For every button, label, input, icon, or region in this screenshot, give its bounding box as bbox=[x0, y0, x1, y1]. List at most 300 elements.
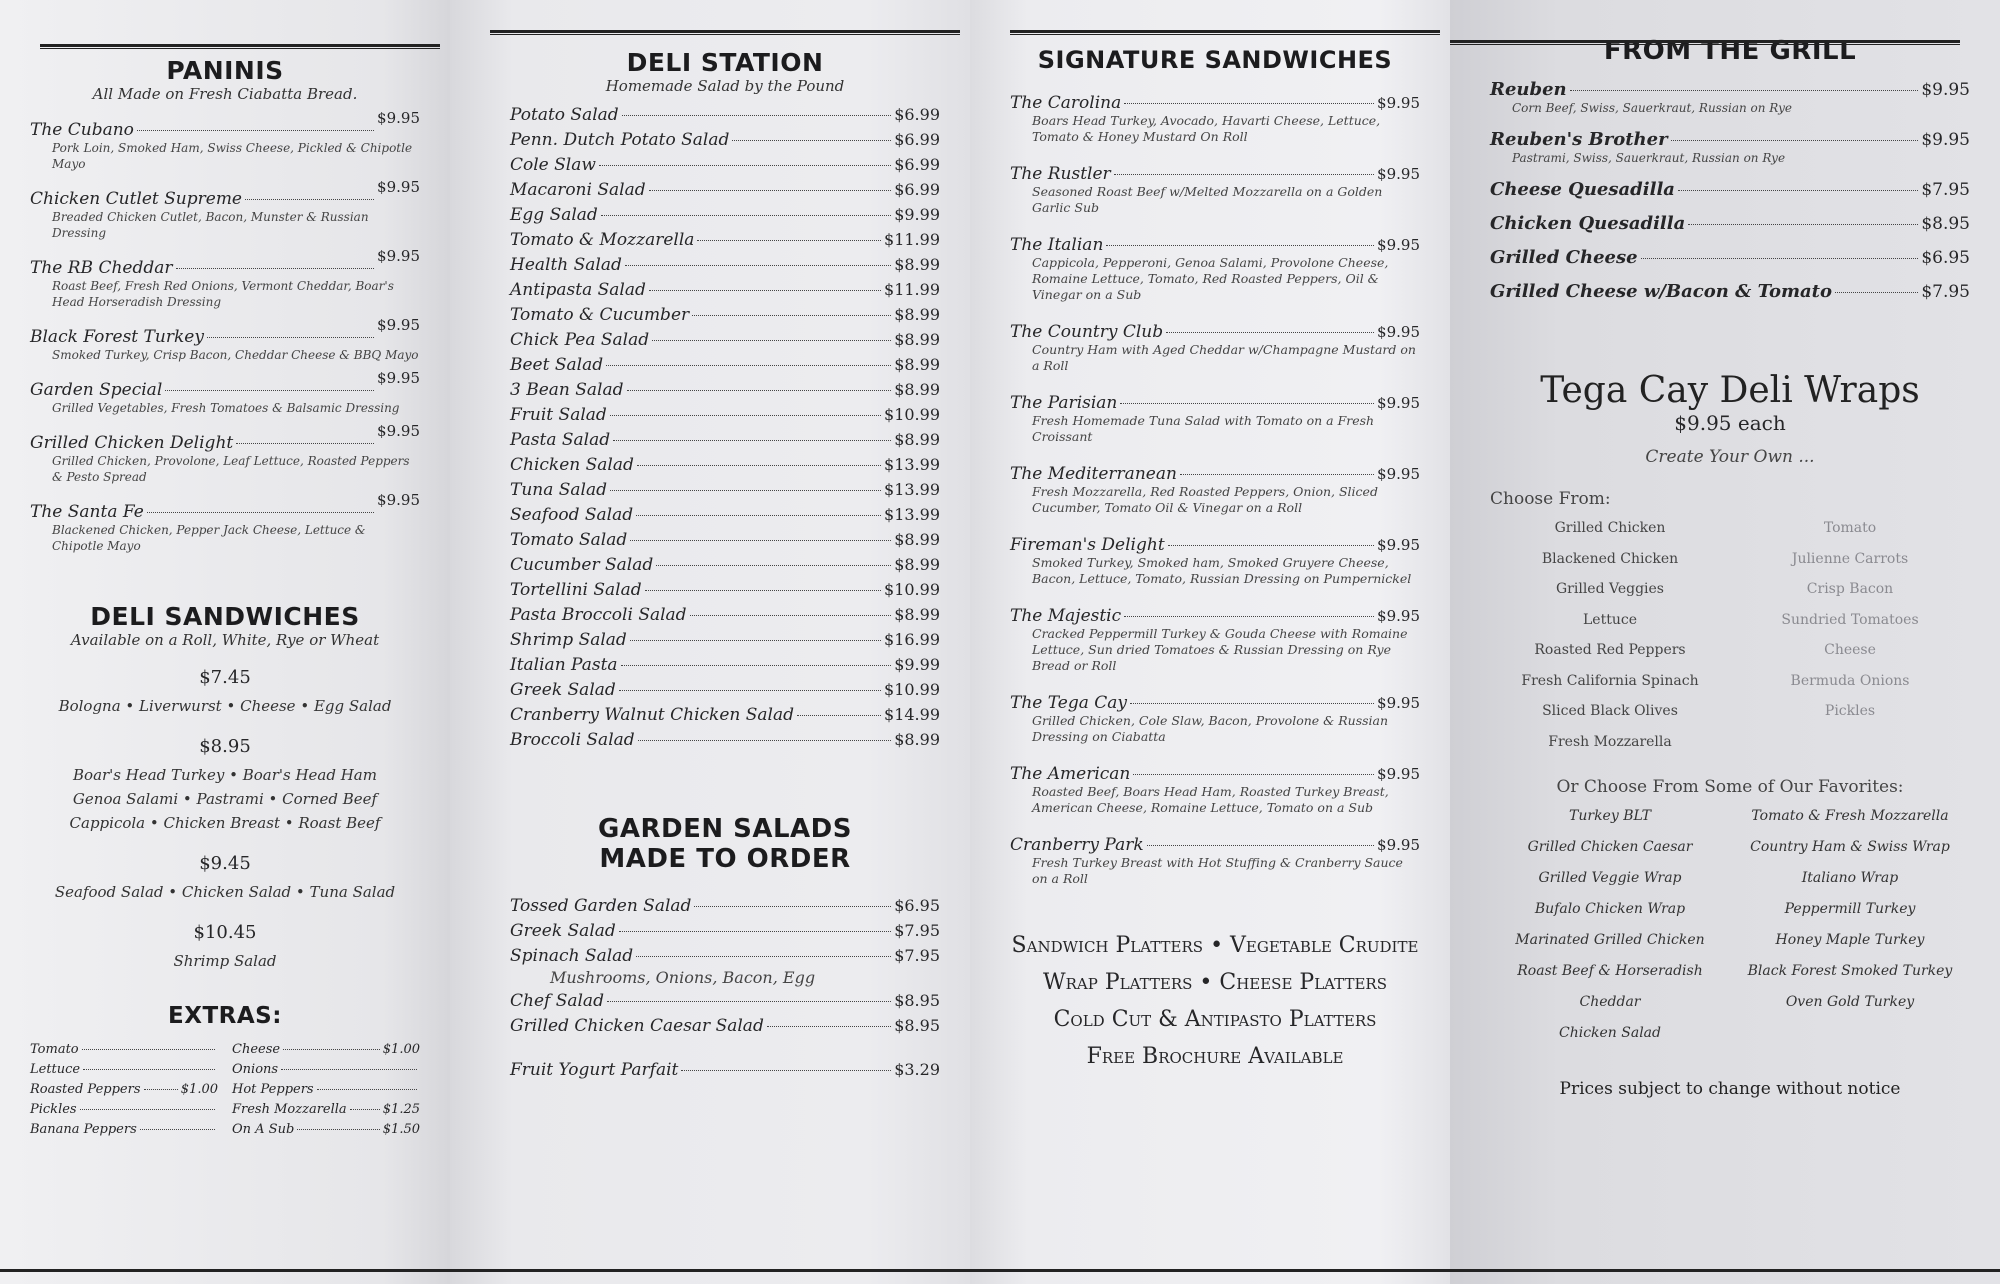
item-name: Egg Salad bbox=[510, 205, 598, 225]
item-description: Fresh Mozzarella, Red Roasted Peppers, Onion, Sliced Cucumber, Tomato Oil & Vinegar on a Roll bbox=[1032, 484, 1378, 515]
item-name: Tomato & Cucumber bbox=[510, 305, 690, 325]
item-row bbox=[30, 369, 420, 400]
menu-item bbox=[1010, 235, 1420, 303]
menu-item bbox=[30, 422, 420, 485]
item-row bbox=[510, 155, 940, 175]
menu-item bbox=[510, 280, 940, 300]
group-price: $10.45 bbox=[193, 922, 257, 943]
leader-dots bbox=[82, 1049, 215, 1050]
wrap-option: Lettuce bbox=[1583, 611, 1637, 628]
item-name: Grilled Chicken Caesar Salad bbox=[510, 1016, 764, 1036]
leader-dots bbox=[649, 290, 881, 291]
item-row bbox=[510, 205, 940, 225]
extras-item bbox=[232, 1082, 420, 1097]
item-price: $9.95 bbox=[377, 369, 420, 387]
item-description: Pork Loin, Smoked Ham, Swiss Cheese, Pickled & Chipotle Mayo bbox=[52, 141, 413, 171]
bottom-rule bbox=[1450, 1269, 2000, 1272]
leader-dots bbox=[645, 590, 881, 591]
panel-signature bbox=[970, 0, 1450, 1284]
leader-dots bbox=[690, 615, 892, 616]
leader-dots bbox=[1147, 845, 1374, 846]
item-description: Pastrami, Swiss, Sauerkraut, Russian on Rye bbox=[1512, 151, 1786, 165]
bottom-rule bbox=[0, 1269, 450, 1272]
leader-dots bbox=[1124, 103, 1374, 104]
deli-sandwiches-title: DELI SANDWICHES bbox=[90, 602, 360, 631]
menu-item bbox=[510, 405, 940, 425]
platters-list bbox=[1010, 927, 1420, 1075]
menu-item bbox=[1490, 179, 1970, 200]
menu-item-parfait bbox=[510, 1060, 940, 1080]
wrap-option: Country Ham & Swiss Wrap bbox=[1750, 839, 1950, 855]
item-description: Fresh Turkey Breast with Hot Stuffing & Cranberry Sauce on a Roll bbox=[1032, 855, 1403, 886]
item-price: $8.99 bbox=[894, 330, 940, 349]
wrap-option: Peppermill Turkey bbox=[1784, 901, 1916, 917]
item-name: The Country Club bbox=[1010, 322, 1164, 342]
leader-dots bbox=[1180, 474, 1374, 475]
item-row bbox=[510, 530, 940, 550]
item-row bbox=[1010, 164, 1420, 184]
item-row bbox=[1490, 179, 1970, 200]
item-row bbox=[30, 247, 420, 278]
wraps-favorites-label: Or Choose From Some of Our Favorites: bbox=[1556, 777, 1904, 797]
item-name: Fruit Yogurt Parfait bbox=[510, 1060, 679, 1080]
item-name: Spinach Salad bbox=[510, 946, 634, 966]
item-name: Black Forest Turkey bbox=[30, 327, 204, 347]
extras-item bbox=[30, 1062, 218, 1077]
paninis-header bbox=[30, 56, 420, 103]
menu-item bbox=[510, 455, 940, 475]
leader-dots bbox=[1671, 140, 1919, 141]
item-price: $9.95 bbox=[1377, 694, 1420, 712]
extras-right-column bbox=[232, 1037, 420, 1137]
menu-item bbox=[510, 655, 940, 675]
item-row bbox=[510, 946, 940, 966]
deli-station-title: DELI STATION bbox=[626, 48, 824, 77]
menu-item bbox=[510, 155, 940, 175]
item-price: $8.95 bbox=[894, 1016, 940, 1035]
paninis-subtitle: All Made on Fresh Ciabatta Bread. bbox=[92, 85, 358, 103]
deli-station-subtitle: Homemade Salad by the Pound bbox=[605, 77, 845, 95]
item-price: $8.99 bbox=[894, 255, 940, 274]
item-price: $8.99 bbox=[894, 430, 940, 449]
item-price: $9.95 bbox=[377, 247, 420, 265]
item-price: $8.99 bbox=[894, 380, 940, 399]
menu-item bbox=[30, 178, 420, 241]
item-name: Chicken Quesadilla bbox=[1490, 213, 1686, 234]
item-price: $9.95 bbox=[1377, 165, 1420, 183]
leader-dots bbox=[610, 415, 881, 416]
extras-name: Fresh Mozzarella bbox=[232, 1102, 347, 1117]
wrap-option: Bermuda Onions bbox=[1790, 672, 1910, 689]
wrap-option: Tomato & Fresh Mozzarella bbox=[1751, 808, 1949, 824]
wrap-option: Roasted Red Peppers bbox=[1534, 642, 1686, 658]
top-rule bbox=[1010, 30, 1440, 35]
item-name: Cranberry Park bbox=[1010, 835, 1144, 855]
signature-list bbox=[1010, 93, 1420, 887]
leader-dots bbox=[1120, 403, 1374, 404]
item-row bbox=[1490, 79, 1970, 100]
item-name: Garden Special bbox=[30, 380, 163, 400]
deli-price-group bbox=[30, 922, 420, 973]
item-description: Seasoned Roast Beef w/Melted Mozzarella on a Golden Garlic Sub bbox=[1032, 184, 1383, 215]
item-name: Cheese Quesadilla bbox=[1490, 179, 1675, 200]
menu-item bbox=[510, 305, 940, 325]
panel-deli-station bbox=[450, 0, 970, 1284]
item-price: $9.95 bbox=[1377, 836, 1420, 854]
item-name: Shrimp Salad bbox=[510, 630, 627, 650]
menu-item bbox=[510, 480, 940, 500]
menu-item bbox=[510, 430, 940, 450]
item-row bbox=[510, 255, 940, 275]
extras-left-column bbox=[30, 1037, 218, 1137]
leader-dots bbox=[607, 1001, 891, 1002]
item-price: $9.95 bbox=[1377, 394, 1420, 412]
menu-item bbox=[510, 230, 940, 250]
item-price: $9.95 bbox=[377, 178, 420, 196]
wrap-option: Crisp Bacon bbox=[1806, 581, 1894, 597]
leader-dots bbox=[176, 268, 375, 269]
wrap-option: Italiano Wrap bbox=[1801, 870, 1899, 886]
item-name: The Tega Cay bbox=[1010, 693, 1127, 713]
top-rule bbox=[40, 44, 440, 49]
leader-dots bbox=[656, 565, 891, 566]
menu-item bbox=[510, 205, 940, 225]
extras-item bbox=[30, 1082, 218, 1097]
wrap-option: Pickles bbox=[1824, 703, 1876, 719]
leader-dots bbox=[1106, 245, 1374, 246]
item-name: Grilled Chicken Delight bbox=[30, 433, 234, 453]
garden-salads-list bbox=[510, 896, 940, 1036]
leader-dots bbox=[636, 956, 891, 957]
menu-item bbox=[510, 991, 940, 1011]
menu-item bbox=[510, 130, 940, 150]
item-price: $3.29 bbox=[894, 1060, 940, 1079]
item-description: Grilled Chicken, Provolone, Leaf Lettuce, Roasted Peppers & Pesto Spread bbox=[52, 454, 410, 484]
menu-item bbox=[510, 705, 940, 725]
item-price: $8.99 bbox=[894, 730, 940, 749]
menu-item bbox=[1010, 606, 1420, 674]
item-row bbox=[510, 655, 940, 675]
item-description: Roast Beef, Fresh Red Onions, Vermont Cheddar, Boar's Head Horseradish Dressing bbox=[52, 279, 394, 309]
item-name: Pasta Broccoli Salad bbox=[510, 605, 687, 625]
item-name: Cucumber Salad bbox=[510, 555, 654, 575]
item-price: $10.99 bbox=[884, 580, 940, 599]
menu-item bbox=[1010, 322, 1420, 374]
leader-dots bbox=[692, 315, 891, 316]
wraps-price: $9.95 each bbox=[1674, 411, 1786, 435]
top-rule bbox=[490, 30, 960, 35]
wraps-favorites-right bbox=[1730, 801, 1970, 1049]
item-name: Tomato Salad bbox=[510, 530, 628, 550]
leader-dots bbox=[350, 1109, 380, 1110]
menu-item bbox=[30, 491, 420, 554]
item-row bbox=[510, 896, 940, 916]
leader-dots bbox=[637, 465, 881, 466]
deli-sandwiches-header bbox=[30, 602, 420, 649]
wraps-create: Create Your Own ... bbox=[1645, 447, 1815, 467]
extras-price: $1.25 bbox=[382, 1102, 420, 1117]
item-row bbox=[1010, 93, 1420, 113]
item-price: $6.99 bbox=[894, 105, 940, 124]
leader-dots bbox=[147, 512, 374, 513]
item-name: Tuna Salad bbox=[510, 480, 608, 500]
item-row bbox=[1010, 835, 1420, 855]
leader-dots bbox=[245, 199, 374, 200]
item-price: $9.99 bbox=[894, 205, 940, 224]
leader-dots bbox=[317, 1089, 417, 1090]
item-price: $9.95 bbox=[1377, 465, 1420, 483]
extras-item bbox=[232, 1062, 420, 1077]
item-row bbox=[1010, 322, 1420, 342]
bottom-rule bbox=[970, 1269, 1450, 1272]
leader-dots bbox=[694, 906, 891, 907]
item-row bbox=[1490, 129, 1970, 150]
item-row bbox=[1010, 764, 1420, 784]
wrap-option: Grilled Veggie Wrap bbox=[1538, 870, 1682, 886]
item-name: Chicken Cutlet Supreme bbox=[30, 189, 242, 209]
wrap-option: Grilled Veggies bbox=[1556, 581, 1664, 597]
item-price: $7.95 bbox=[1921, 282, 1970, 302]
item-row bbox=[30, 178, 420, 209]
leader-dots bbox=[697, 240, 881, 241]
item-description: Country Ham with Aged Cheddar w/Champagne Mustard on a Roll bbox=[1032, 342, 1416, 373]
leader-dots bbox=[649, 190, 892, 191]
wrap-option: Julienne Carrots bbox=[1791, 550, 1909, 567]
item-price: $16.99 bbox=[884, 630, 940, 649]
menu-item bbox=[1490, 281, 1970, 302]
item-price: $8.99 bbox=[894, 355, 940, 374]
leader-dots bbox=[622, 115, 892, 116]
leader-dots bbox=[1124, 616, 1374, 617]
item-row bbox=[510, 305, 940, 325]
item-row bbox=[510, 505, 940, 525]
item-row bbox=[510, 705, 940, 725]
menu-item bbox=[1010, 164, 1420, 216]
wrap-option: Fresh Mozzarella bbox=[1548, 733, 1672, 750]
menu-item bbox=[1010, 464, 1420, 516]
item-price: $6.99 bbox=[894, 155, 940, 174]
wrap-option: Black Forest Smoked Turkey bbox=[1747, 963, 1953, 979]
item-description: Smoked Turkey, Crisp Bacon, Cheddar Cheese & BBQ Mayo bbox=[52, 348, 419, 362]
platter-line: Wrap Platters • Cheese Platters bbox=[1043, 970, 1387, 995]
leader-dots bbox=[1133, 774, 1374, 775]
item-row bbox=[1010, 393, 1420, 413]
leader-dots bbox=[165, 390, 374, 391]
extras-item bbox=[232, 1102, 420, 1117]
leader-dots bbox=[83, 1069, 215, 1070]
menu-item bbox=[510, 921, 940, 941]
item-price: $8.99 bbox=[894, 305, 940, 324]
item-row bbox=[510, 480, 940, 500]
group-line: Cappicola • Chicken Breast • Roast Beef bbox=[69, 814, 381, 832]
leader-dots bbox=[613, 440, 891, 441]
item-description: Roasted Beef, Boars Head Ham, Roasted Turkey Breast, American Cheese, Romaine Lettuce, Tomato on a Sub bbox=[1032, 784, 1389, 815]
menu-item bbox=[1490, 129, 1970, 166]
leader-dots bbox=[621, 665, 892, 666]
item-row bbox=[510, 580, 940, 600]
leader-dots bbox=[627, 390, 892, 391]
group-price: $8.95 bbox=[199, 736, 251, 757]
item-price: $13.99 bbox=[884, 480, 940, 499]
leader-dots bbox=[281, 1069, 417, 1070]
leader-dots bbox=[630, 640, 881, 641]
extras-name: On A Sub bbox=[232, 1122, 295, 1137]
item-price: $9.95 bbox=[377, 109, 420, 127]
item-name: Penn. Dutch Potato Salad bbox=[510, 130, 730, 150]
leader-dots bbox=[606, 365, 891, 366]
item-name: The Rustler bbox=[1010, 164, 1111, 184]
leader-dots bbox=[236, 443, 374, 444]
item-row bbox=[1490, 213, 1970, 234]
menu-item bbox=[1010, 764, 1420, 816]
item-description: Cappicola, Pepperoni, Genoa Salami, Provolone Cheese, Romaine Lettuce, Tomato, Red Roasted Peppers, Oil & Vinegar on a Sub bbox=[1032, 255, 1389, 302]
item-name: Cole Slaw bbox=[510, 155, 596, 175]
item-price: $10.99 bbox=[884, 680, 940, 699]
group-line: Genoa Salami • Pastrami • Corned Beef bbox=[72, 790, 378, 808]
item-row bbox=[510, 105, 940, 125]
item-name: The Parisian bbox=[1010, 393, 1118, 413]
platter-line: Cold Cut & Antipasto Platters bbox=[1053, 1007, 1377, 1032]
leader-dots bbox=[283, 1049, 380, 1050]
extras-price: $1.00 bbox=[180, 1082, 218, 1097]
item-name: Reuben bbox=[1490, 79, 1567, 100]
wraps-choose-right bbox=[1730, 513, 1970, 757]
item-price: $8.95 bbox=[1921, 214, 1970, 234]
leader-dots bbox=[636, 515, 881, 516]
item-price: $9.95 bbox=[1377, 765, 1420, 783]
wrap-option: Cheese bbox=[1824, 642, 1876, 658]
extras-item bbox=[30, 1122, 218, 1137]
deli-sandwiches-groups bbox=[30, 667, 420, 973]
item-row bbox=[510, 330, 940, 350]
item-name: Greek Salad bbox=[510, 680, 616, 700]
item-name: Chicken Salad bbox=[510, 455, 634, 475]
item-description: Breaded Chicken Cutlet, Bacon, Munster & Russian Dressing bbox=[52, 210, 369, 240]
leader-dots bbox=[630, 540, 891, 541]
wrap-option: Sliced Black Olives bbox=[1542, 703, 1678, 719]
item-row bbox=[510, 355, 940, 375]
item-row bbox=[510, 180, 940, 200]
item-price: $11.99 bbox=[884, 230, 940, 249]
item-row bbox=[510, 680, 940, 700]
signature-title: SIGNATURE SANDWICHES bbox=[1037, 46, 1393, 74]
item-name: Tomato & Mozzarella bbox=[510, 230, 695, 250]
menu-item bbox=[30, 109, 420, 172]
item-name: Seafood Salad bbox=[510, 505, 634, 525]
item-description: Corn Beef, Swiss, Sauerkraut, Russian on Rye bbox=[1512, 101, 1792, 115]
item-price: $10.99 bbox=[884, 405, 940, 424]
extras-price: $1.50 bbox=[382, 1122, 420, 1137]
item-price: $7.95 bbox=[894, 946, 940, 965]
menu-item bbox=[510, 580, 940, 600]
group-price: $7.45 bbox=[199, 667, 251, 688]
item-price: $6.95 bbox=[894, 896, 940, 915]
item-row bbox=[30, 422, 420, 453]
prices-note: Prices subject to change without notice bbox=[1559, 1079, 1901, 1099]
item-name: Italian Pasta bbox=[510, 655, 618, 675]
paninis-list bbox=[30, 109, 420, 554]
item-price: $9.95 bbox=[377, 316, 420, 334]
wraps-choose-columns bbox=[1490, 513, 1970, 757]
garden-salads-header bbox=[510, 814, 940, 874]
wrap-option: Grilled Chicken Caesar bbox=[1527, 839, 1693, 855]
item-price: $8.99 bbox=[894, 530, 940, 549]
item-row bbox=[510, 1016, 940, 1036]
spinach-toppings: Mushrooms, Onions, Bacon, Egg bbox=[550, 968, 816, 987]
paninis-title: PANINIS bbox=[166, 56, 284, 85]
item-description: Grilled Chicken, Cole Slaw, Bacon, Provolone & Russian Dressing on Ciabatta bbox=[1032, 713, 1389, 744]
item-price: $9.95 bbox=[377, 491, 420, 509]
deli-sandwiches-subtitle: Available on a Roll, White, Rye or Wheat bbox=[70, 631, 380, 649]
leader-dots bbox=[599, 165, 891, 166]
item-row bbox=[1010, 464, 1420, 484]
item-name: The RB Cheddar bbox=[30, 258, 173, 278]
bottom-rule bbox=[450, 1269, 970, 1272]
menu-item bbox=[510, 730, 940, 750]
deli-price-group bbox=[30, 853, 420, 904]
item-name: The Cubano bbox=[30, 120, 134, 140]
menu-item bbox=[1010, 93, 1420, 145]
leader-dots bbox=[1678, 190, 1918, 191]
item-price: $13.99 bbox=[884, 505, 940, 524]
item-price: $13.99 bbox=[884, 455, 940, 474]
item-row bbox=[1010, 693, 1420, 713]
group-line: Shrimp Salad bbox=[173, 952, 277, 970]
item-row bbox=[1490, 247, 1970, 268]
item-description: Smoked Turkey, Smoked ham, Smoked Gruyere Cheese, Bacon, Lettuce, Tomato, Russian Dressing on Pumpernickel bbox=[1032, 555, 1412, 586]
group-price: $9.45 bbox=[199, 853, 251, 874]
menu-item bbox=[510, 105, 940, 125]
item-description: Fresh Homemade Tuna Salad with Tomato on a Fresh Croissant bbox=[1032, 413, 1375, 444]
item-row bbox=[510, 380, 940, 400]
item-row bbox=[510, 605, 940, 625]
item-name: The Majestic bbox=[1010, 606, 1122, 626]
item-price: $9.95 bbox=[1921, 80, 1970, 100]
menu-item bbox=[510, 330, 940, 350]
item-price: $6.99 bbox=[894, 130, 940, 149]
platter-line: Free Brochure Available bbox=[1086, 1044, 1344, 1069]
menu-item bbox=[510, 630, 940, 650]
item-row bbox=[510, 921, 940, 941]
item-row bbox=[510, 991, 940, 1011]
extras-name: Lettuce bbox=[30, 1062, 81, 1077]
wrap-option: Grilled Chicken bbox=[1554, 520, 1666, 536]
item-price: $9.95 bbox=[1377, 536, 1420, 554]
leader-dots bbox=[1641, 258, 1919, 259]
platter-line: Sandwich Platters • Vegetable Crudite bbox=[1011, 933, 1419, 958]
item-row bbox=[1010, 606, 1420, 626]
item-row bbox=[510, 130, 940, 150]
item-name: Grilled Cheese w/Bacon & Tomato bbox=[1490, 281, 1832, 302]
item-row bbox=[510, 555, 940, 575]
menu-item bbox=[510, 1016, 940, 1036]
leader-dots bbox=[1835, 292, 1918, 293]
menu-item bbox=[1010, 393, 1420, 445]
item-name: Pasta Salad bbox=[510, 430, 611, 450]
leader-dots bbox=[619, 931, 891, 932]
extras-name: Banana Peppers bbox=[30, 1122, 137, 1137]
leader-dots bbox=[797, 715, 881, 716]
item-name: The Santa Fe bbox=[30, 502, 144, 522]
menu-item bbox=[1010, 835, 1420, 887]
item-name: Chef Salad bbox=[510, 991, 604, 1011]
item-name: Grilled Cheese bbox=[1490, 247, 1638, 268]
menu-item bbox=[510, 530, 940, 550]
wraps-title: Tega Cay Deli Wraps bbox=[1540, 370, 1920, 411]
deli-price-group bbox=[30, 736, 420, 835]
item-row bbox=[510, 455, 940, 475]
item-name: Greek Salad bbox=[510, 921, 616, 941]
